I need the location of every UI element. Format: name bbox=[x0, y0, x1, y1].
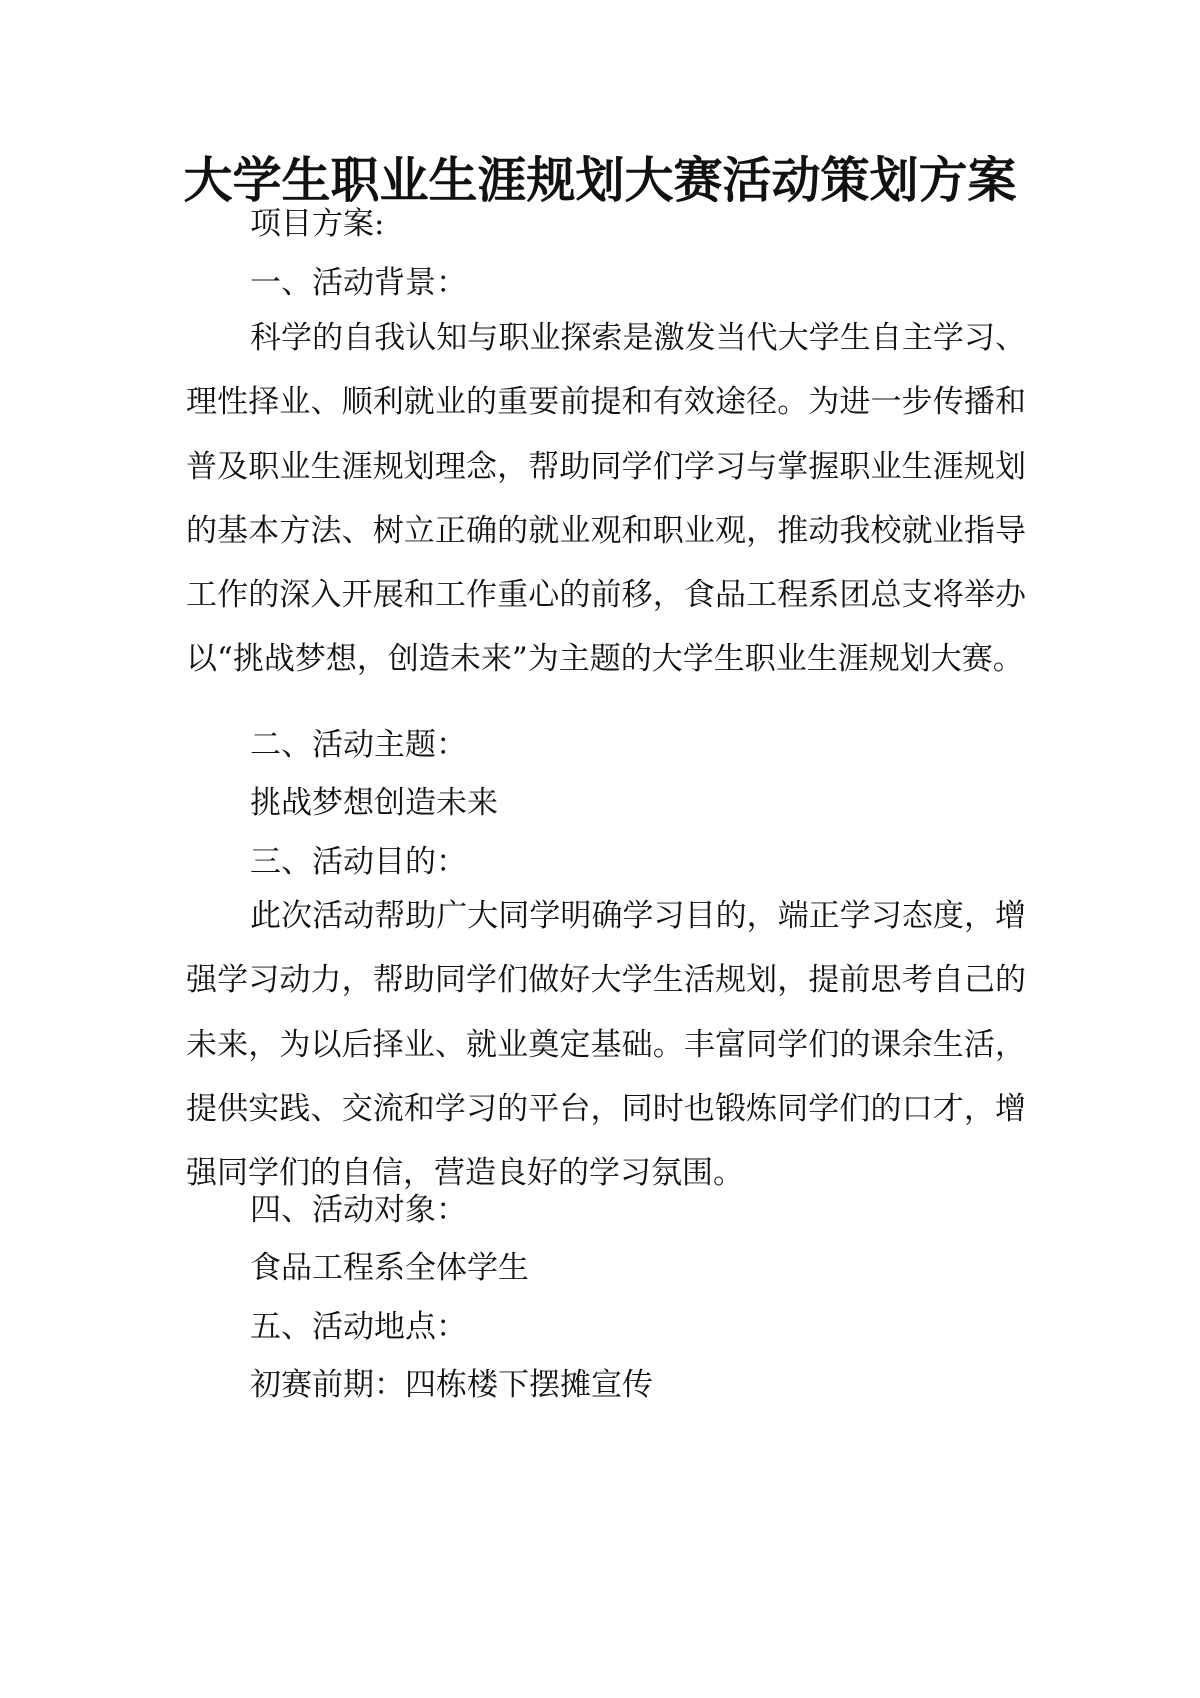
section-heading-purpose: 三、活动目的： bbox=[250, 844, 467, 880]
section-heading-target: 四、活动对象： bbox=[250, 1192, 467, 1228]
document-title: 大学生职业生涯规划大赛活动策划方案 bbox=[183, 151, 1017, 209]
section-heading-theme: 二、活动主题： bbox=[250, 727, 467, 763]
target-text: 食品工程系全体学生 bbox=[250, 1250, 529, 1286]
project-label: 项目方案: bbox=[250, 206, 385, 242]
theme-text: 挑战梦想创造未来 bbox=[250, 785, 498, 821]
section-heading-location: 五、活动地点： bbox=[250, 1309, 467, 1345]
location-text: 初赛前期：四栋楼下摆摊宣传 bbox=[250, 1367, 653, 1403]
paragraph-purpose: 此次活动帮助广大同学明确学习目的，端正学习态度，增强学习动力，帮助同学们做好大学生活规划，提前思考自己的未来，为以后择业、就业奠定基础。丰富同学们的课余生活，提供实践、交流和学习的平台，同时也锻炼同学们的口才，增强同学们的自信，营造良好的学习氛围。 bbox=[186, 898, 1026, 1192]
paragraph-background: 科学的自我认知与职业探索是激发当代大学生自主学习、理性择业、顺利就业的重要前提和有效途径。为进一步传播和普及职业生涯规划理念，帮助同学们学习与掌握职业生涯规划的基本方法、树立正确的就业观和职业观，推动我校就业指导工作的深入开展和工作重心的前移，食品工程系团总支将举办以“挑战梦想，创造未来”为主题的大学生职业生涯规划大赛。 bbox=[186, 320, 1026, 678]
section-heading-background: 一、活动背景： bbox=[250, 265, 467, 301]
